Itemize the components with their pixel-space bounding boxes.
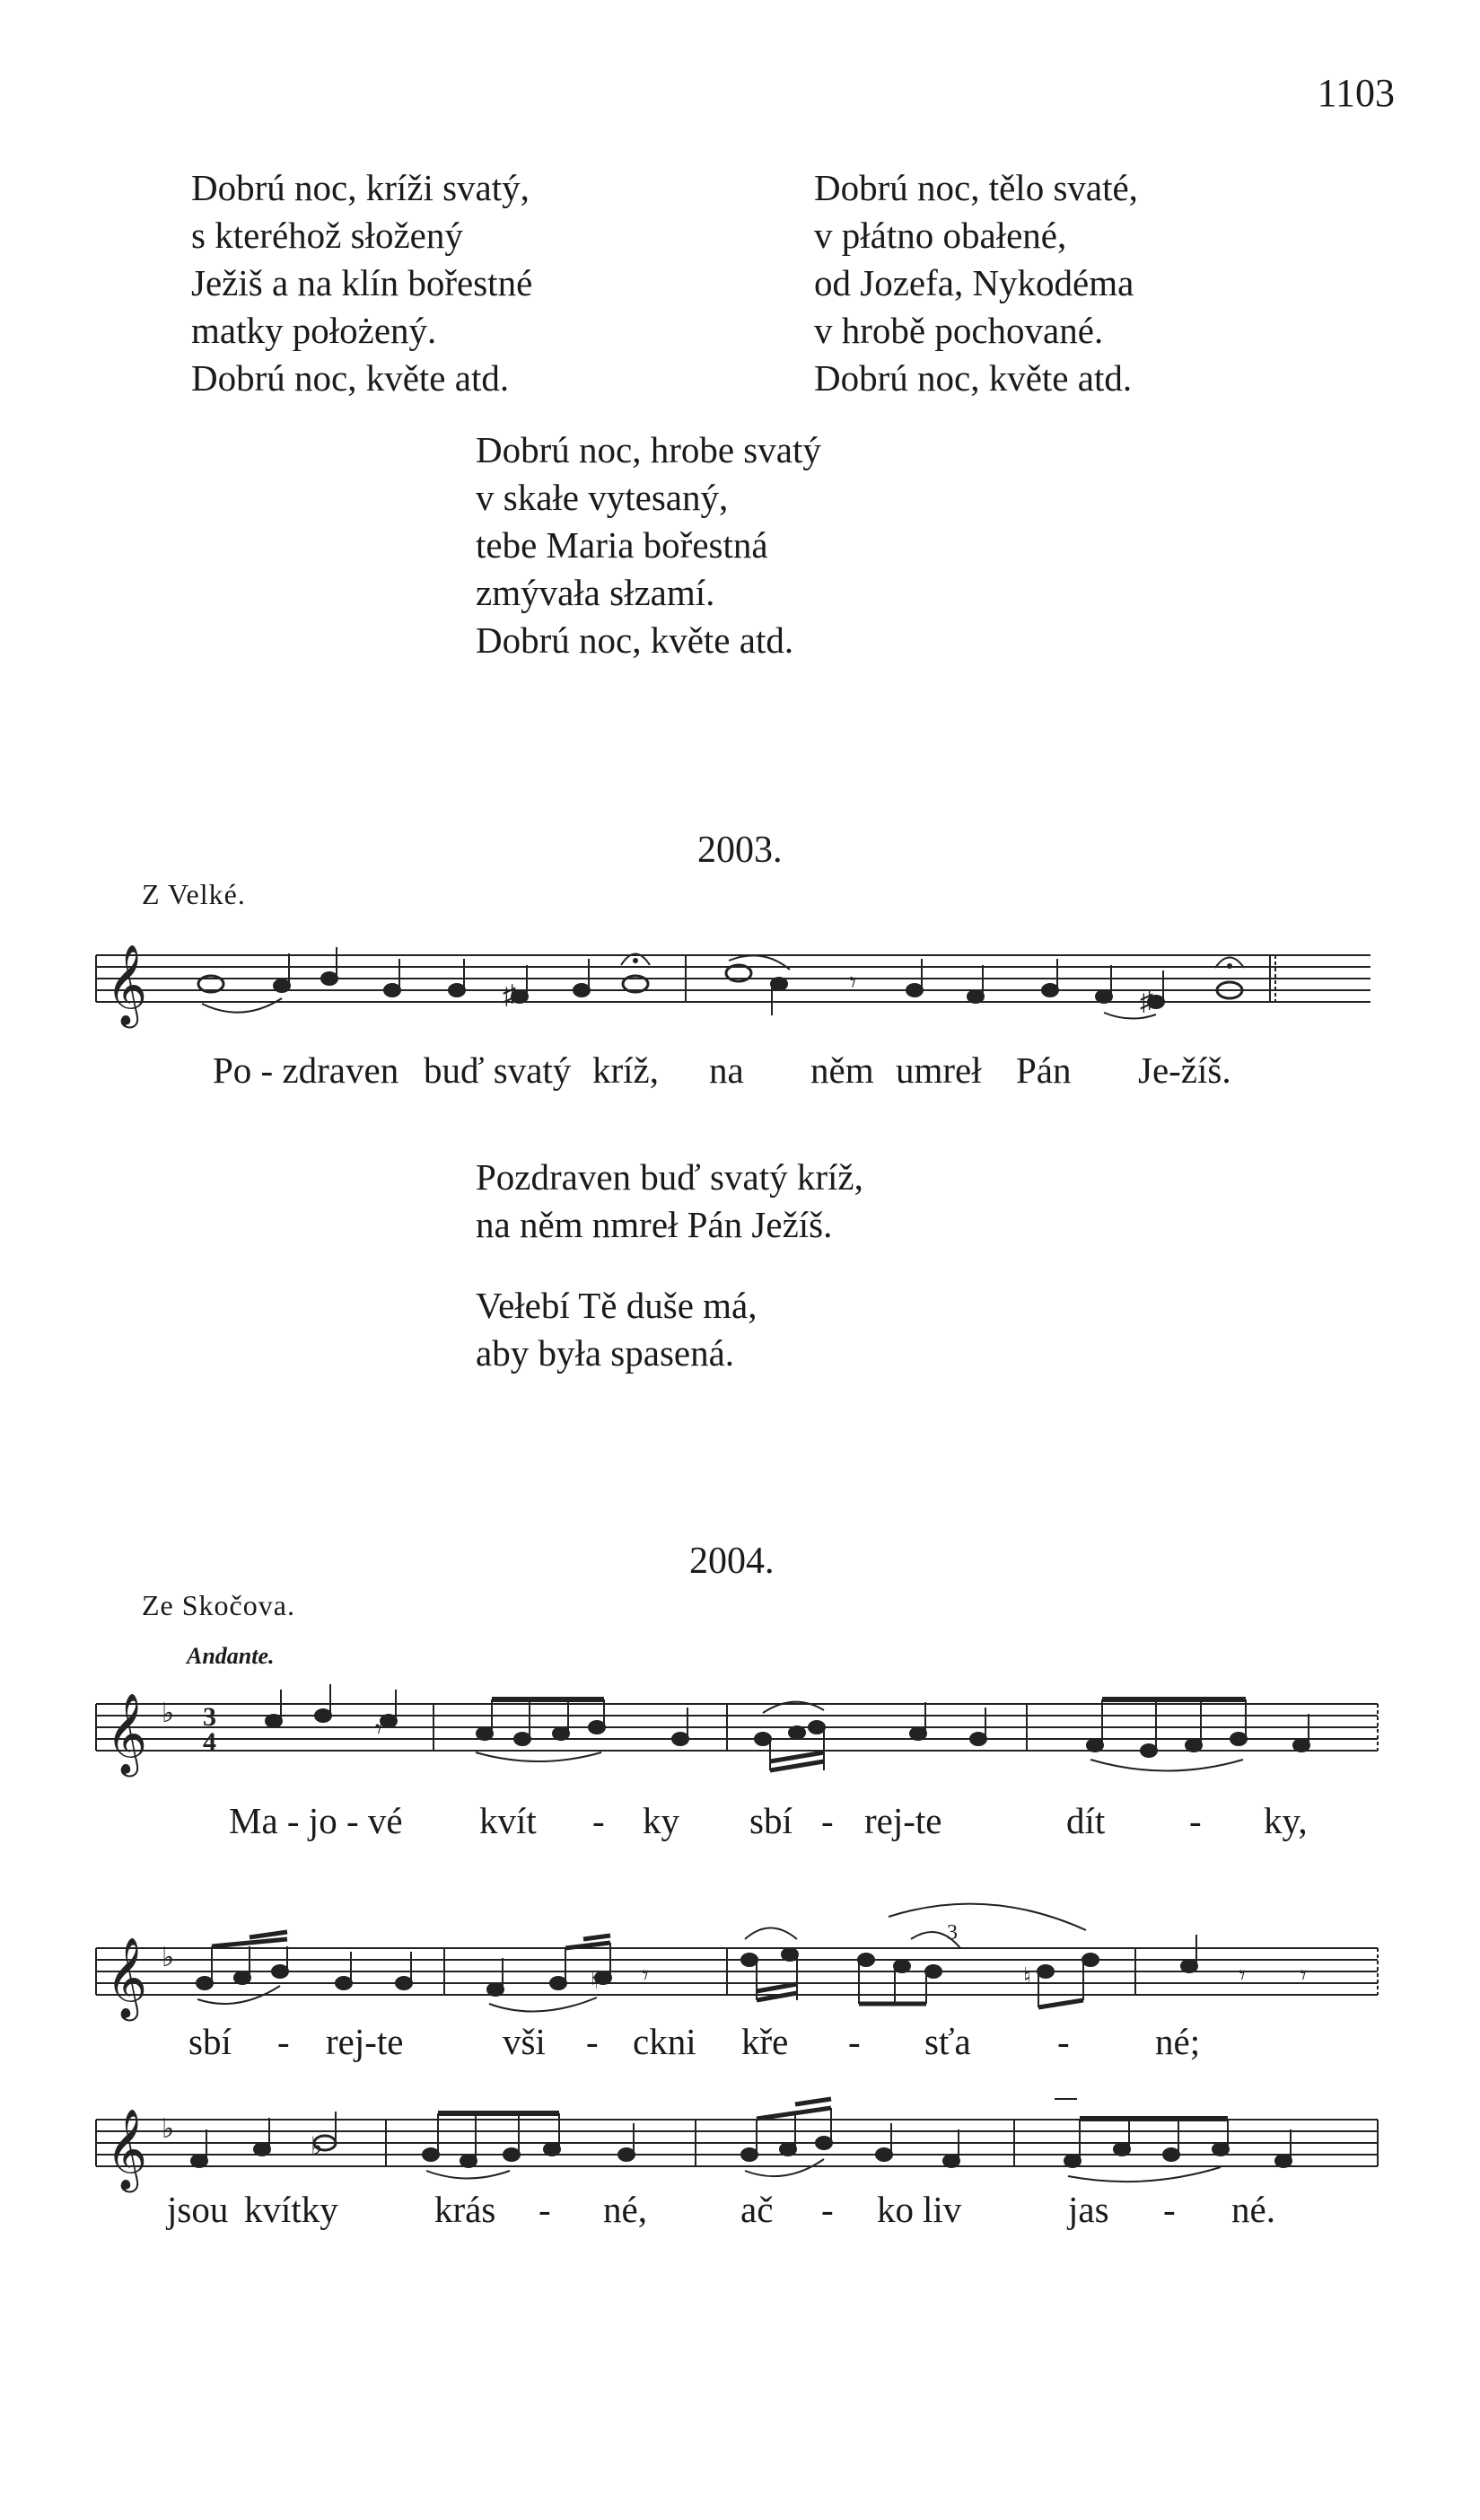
verse-line: aby była spasená. bbox=[476, 1332, 735, 1374]
rest-icon: 𝄾 bbox=[1300, 1961, 1307, 1990]
verse-line: matky położený. bbox=[191, 310, 437, 351]
verse-line: Dobrú noc, kríži svatý, bbox=[191, 167, 530, 208]
lyric: Je-žíš. bbox=[1138, 1049, 1231, 1091]
lyric: umreł bbox=[896, 1049, 982, 1091]
treble-clef-icon: 𝄞 bbox=[106, 945, 148, 1023]
lyric: Pán bbox=[1016, 1049, 1072, 1091]
treble-clef-icon: 𝄞 bbox=[106, 1694, 148, 1772]
verse-line: Dobrú noc, květe atd. bbox=[191, 357, 510, 399]
flat-icon: ♭ bbox=[162, 1943, 175, 1972]
verse-line: v skałe vytesaný, bbox=[476, 477, 729, 518]
lyric: kríž, bbox=[592, 1049, 659, 1091]
page-number: 1103 bbox=[1317, 71, 1395, 115]
flat-icon: ♭ bbox=[162, 2114, 175, 2144]
lyric: - bbox=[1057, 2021, 1070, 2062]
verse-line: s kteréhož słožený bbox=[191, 215, 463, 256]
time-signature-bottom: 4 bbox=[203, 1727, 216, 1757]
lyric: sbí bbox=[749, 1800, 793, 1841]
verse-line: zmývała słzamí. bbox=[476, 572, 715, 613]
lyric: né, bbox=[603, 2189, 647, 2230]
lyric: Ma - jo - vé bbox=[229, 1800, 403, 1841]
lyric: sťa bbox=[924, 2021, 971, 2062]
lyric: - bbox=[277, 2021, 290, 2062]
lyric: ač bbox=[740, 2189, 774, 2230]
tuplet-number: 3 bbox=[947, 1921, 958, 1945]
natural-icon: ♮ bbox=[591, 1968, 600, 1994]
lyric: rej-te bbox=[326, 2021, 404, 2062]
lyric: jas bbox=[1068, 2189, 1109, 2230]
song-number: 2003. bbox=[697, 830, 783, 871]
lyric: ckni bbox=[633, 2021, 696, 2062]
verse-line: Ježiš a na klín bořestné bbox=[191, 262, 533, 303]
lyric: kře bbox=[741, 2021, 789, 2062]
verse-line: na něm nmreł Pán Ježíš. bbox=[476, 1204, 833, 1245]
verse-line: Dobrú noc, hrobe svatý bbox=[476, 429, 821, 470]
verse-line: Dobrú noc, květe atd. bbox=[814, 357, 1133, 399]
lyric: dít bbox=[1066, 1800, 1106, 1841]
verse-line: Vełebí Tě duše má, bbox=[476, 1285, 758, 1326]
verse-line: v płátno obałené, bbox=[814, 215, 1067, 256]
lyric: něm bbox=[810, 1049, 874, 1091]
lyric: ko bbox=[877, 2189, 914, 2230]
verse-line: tebe Maria bořestná bbox=[476, 524, 768, 566]
rest-icon: 𝄾 bbox=[375, 1715, 382, 1744]
sharp-icon: ♯ bbox=[1140, 987, 1153, 1016]
verse-line: od Jozefa, Nykodéma bbox=[814, 262, 1134, 303]
lyric: rej-te bbox=[864, 1800, 942, 1841]
song-source: Z Velké. bbox=[142, 878, 246, 910]
lyric: na bbox=[709, 1049, 744, 1091]
time-signature-top: 3 bbox=[203, 1702, 216, 1732]
lyric: jsou bbox=[167, 2189, 229, 2230]
lyric: - bbox=[848, 2021, 861, 2062]
flat-icon: ♭ bbox=[162, 1699, 175, 1728]
sharp-icon: ♯ bbox=[503, 980, 516, 1010]
lyric: krás bbox=[434, 2189, 496, 2230]
verse-line: Pozdraven buď svatý kríž, bbox=[476, 1156, 863, 1198]
natural-icon: ♮ bbox=[1023, 1963, 1032, 1989]
lyric: - bbox=[1189, 1800, 1202, 1841]
treble-clef-icon: 𝄞 bbox=[106, 2110, 148, 2188]
lyric: - bbox=[539, 2189, 551, 2230]
lyric: sbí bbox=[188, 2021, 232, 2062]
verse-line: Dobrú noc, květe atd. bbox=[476, 619, 794, 661]
verse-line: Dobrú noc, tělo svaté, bbox=[814, 167, 1138, 208]
rest-icon: 𝄾 bbox=[1239, 1961, 1246, 1990]
lyric: ky bbox=[643, 1800, 679, 1841]
treble-clef-icon: 𝄞 bbox=[106, 1938, 148, 2016]
flat-icon: ♭ bbox=[311, 2133, 323, 2161]
tempo-marking: Andante. bbox=[187, 1643, 275, 1669]
lyric: kvítky bbox=[244, 2189, 338, 2230]
song-source: Ze Skočova. bbox=[142, 1589, 295, 1621]
rest-icon: 𝄾 bbox=[849, 966, 857, 998]
lyric: né; bbox=[1155, 2021, 1201, 2062]
lyric: Po - zdraven bbox=[213, 1049, 399, 1091]
lyric: né. bbox=[1231, 2189, 1275, 2230]
lyric: - bbox=[592, 1800, 605, 1841]
lyric: buď svatý bbox=[424, 1049, 572, 1091]
song-number: 2004. bbox=[689, 1541, 775, 1582]
lyric: - bbox=[586, 2021, 599, 2062]
lyric: kvít bbox=[479, 1800, 537, 1841]
verse-line: v hrobě pochované. bbox=[814, 310, 1104, 351]
lyric: - bbox=[821, 2189, 834, 2230]
lyric: liv bbox=[923, 2189, 962, 2230]
rest-icon: 𝄾 bbox=[642, 1961, 649, 1990]
lyric: - bbox=[1163, 2189, 1176, 2230]
lyric: vši bbox=[503, 2021, 546, 2062]
lyric: - bbox=[821, 1800, 834, 1841]
lyric: ky, bbox=[1264, 1800, 1308, 1841]
